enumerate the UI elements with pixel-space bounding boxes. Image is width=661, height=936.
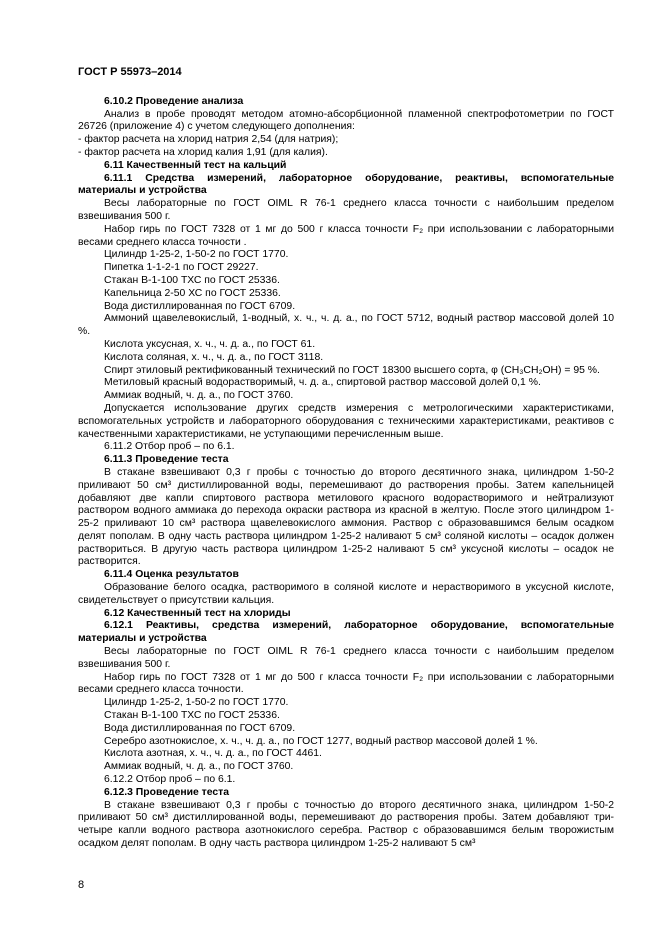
paragraph: 6.12.3 Проведение теста <box>104 786 230 798</box>
document-header: ГОСТ Р 55973–2014 <box>78 66 182 78</box>
page-number: 8 <box>78 879 85 891</box>
paragraph: Весы лабораторные по ГОСТ OIML R 76-1 среднего класса точности с наибольшим пределом взвешивания 500 г. <box>78 646 614 670</box>
paragraph: Цилиндр 1-25-2, 1-50-2 по ГОСТ 1770. <box>104 249 289 261</box>
document-page <box>78 66 614 851</box>
paragraph: 6.11.2 Отбор проб – по 6.1. <box>104 441 235 453</box>
paragraph: В стакане взвешивают 0,3 г пробы с точностью до второго десятичного знака, цилиндром 1-50-2 приливают 50 см³ дистиллированной воды, перемешивают до растворения пробы. Затем добавляют три-четыре капли водного раствора азотнокислого серебра. Раствор с образовавшимся белым творожистым осадком делят пополам. В одну часть раствора цилиндром 1-25-2 наливают 5 см³ <box>78 799 614 850</box>
paragraph: Вода дистиллированная по ГОСТ 6709. <box>104 300 296 312</box>
paragraph: Метиловый красный водорастворимый, ч. д. а., спиртовой раствор массовой долей 0,1 %. <box>104 377 541 389</box>
document-body <box>78 96 614 851</box>
paragraph: Кислота азотная, х. ч., ч. д. а., по ГОСТ 4461. <box>104 748 322 760</box>
paragraph: 6.12.1 Реактивы, средства измерений, лабораторное оборудование, вспомогательные материалы и устройства <box>78 620 614 645</box>
paragraph: Допускается использование других средств измерения с метрологическими характеристиками, вспомогательных устройств и лабораторного оборудования с техническими характеристиками, реактивов с качественными характеристиками, не уступающими перечисленным выше. <box>78 402 614 440</box>
paragraph: Аммиак водный, ч. д. а., по ГОСТ 3760. <box>104 761 294 773</box>
paragraph: Пипетка 1-1-2-1 по ГОСТ 29227. <box>104 262 259 274</box>
paragraph: Весы лабораторные по ГОСТ OIML R 76-1 среднего класса точности с наибольшим пределом взвешивания 500 г. <box>78 198 614 222</box>
paragraph: Стакан В-1-100 ТХС по ГОСТ 25336. <box>104 710 280 722</box>
paragraph: 6.10.2 Проведение анализа <box>104 95 244 107</box>
paragraph: 6.12.2 Отбор проб – по 6.1. <box>104 774 236 786</box>
paragraph: 6.11.3 Проведение теста <box>104 454 229 466</box>
paragraph: Кислота соляная, х. ч., ч. д. а., по ГОСТ 3118. <box>104 351 324 363</box>
paragraph: Аммиак водный, ч. д. а., по ГОСТ 3760. <box>104 390 294 402</box>
paragraph: Цилиндр 1-25-2, 1-50-2 по ГОСТ 1770. <box>104 697 289 709</box>
paragraph: Кислота уксусная, х. ч., ч. д. а., по ГОСТ 61. <box>104 338 316 350</box>
paragraph: В стакане взвешивают 0,3 г пробы с точностью до второго десятичного знака, цилиндром 1-50-2 приливают 50 см³ дистиллированной воды, перемешивают до растворения пробы. Затем капельницей добавляют две капли спиртового раствора метилового красного водорастворимого и нейтрализуют раствором водного аммиака до перехода окраски раствора из красной в желтую. После этого цилиндром 1-25-2 приливают 10 см³ раствора щавелевокислого аммония. Раствор с образовавшимся белым осадком делят пополам. В одну часть раствора цилиндром 1-25-2 наливают 5 см³ соляной кислоты – осадок должен раствориться. В другую часть раствора цилиндром 1-25-2 наливают 5 см³ уксусной кислоты – осадок не растворится. <box>78 466 614 568</box>
paragraph: Стакан В-1-100 ТХС по ГОСТ 25336. <box>104 274 280 286</box>
paragraph: 6.11.1 Средства измерений, лабораторное оборудование, реактивы, вспомогательные материалы и устройства <box>78 172 614 197</box>
paragraph: Образование белого осадка, растворимого в соляной кислоте и нерастворимого в уксусной кислоте, свидетельствует о присутствии кальция. <box>78 582 614 606</box>
paragraph: - фактор расчета на хлорид натрия 2,54 (для натрия); <box>78 134 339 146</box>
paragraph: Аммоний щавелевокислый, 1-водный, х. ч., ч. д. а., по ГОСТ 5712, водный раствор массовой долей 10 %. <box>78 313 614 338</box>
paragraph: Анализ в пробе проводят методом атомно-абсорбционной пламенной спектрофотометрии по ГОСТ 26726 (приложение 4) с учетом следующего дополнения: <box>78 108 614 133</box>
paragraph: Набор гирь по ГОСТ 7328 от 1 мг до 500 г класса точности F₂ при использовании с лабораторными весами среднего класса точности. <box>78 671 614 696</box>
paragraph: - фактор расчета на хлорид калия 1,91 (для калия). <box>78 146 328 158</box>
paragraph: 6.11.4 Оценка результатов <box>104 569 239 581</box>
paragraph: Спирт этиловый ректификованный технический по ГОСТ 18300 высшего сорта, φ (CH₃CH₂OH) = 95 %. <box>104 364 600 376</box>
paragraph: 6.12 Качественный тест на хлориды <box>104 607 291 619</box>
paragraph: Серебро азотнокислое, х. ч., ч. д. а., по ГОСТ 1277, водный раствор массовой долей 1 %. <box>104 735 538 747</box>
paragraph: Набор гирь по ГОСТ 7328 от 1 мг до 500 г класса точности F₂ при использовании с лабораторными весами среднего класса точности . <box>78 223 614 248</box>
paragraph: Капельница 2-50 ХС по ГОСТ 25336. <box>104 287 281 299</box>
paragraph: Вода дистиллированная по ГОСТ 6709. <box>104 722 296 734</box>
paragraph: 6.11 Качественный тест на кальций <box>104 159 287 171</box>
